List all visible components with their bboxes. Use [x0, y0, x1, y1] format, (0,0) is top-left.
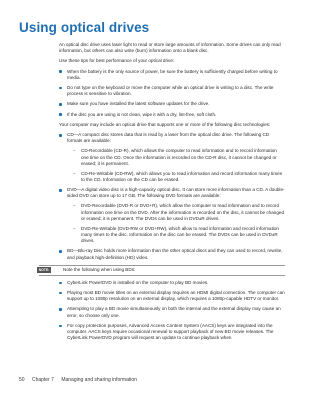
list-item-bd: BD—Blu-ray Disc holds more information than the other optical discs and they can used to record, rewrite, and playback high-definition (HD) video.	[59, 248, 285, 260]
list-item: Attempting to play a BD movie simultaneously on both the internal and the external display may cause an error, so choose only one.	[59, 306, 285, 318]
tips-intro: Use these tips for best performance of your optical drive:	[59, 58, 175, 64]
tips-list	[59, 69, 285, 118]
cd-formats-list	[67, 148, 285, 183]
list-item: When the battery is the only source of power, be sure the battery is sufficiently charged before writing to media.	[59, 69, 285, 81]
bullet-icon	[59, 282, 62, 285]
dvd-formats-list	[67, 203, 285, 244]
page-footer	[19, 377, 137, 383]
list-item: – CD-Re-Writable (CD-RW), which allows you to read information and record information many times to the CD. Information on the CD can be erased.	[73, 170, 283, 182]
page-number: 50	[19, 377, 25, 383]
dash-icon: –	[73, 170, 76, 176]
bd-notes-list	[59, 280, 285, 341]
bullet-icon	[59, 292, 62, 295]
section-title: Using optical drives	[19, 20, 150, 35]
note-text: Note the following when using BDs:	[63, 267, 136, 273]
list-item: For copy protection purposes, Advanced Access Content System (AACS) keys are integrated into the computer. AACS keys require occasional renewal to support playback of new BD movie releases. The CyberLink PowerDVD program will request an update to continue playback when	[59, 323, 285, 341]
bullet-icon	[59, 134, 62, 137]
disc-types-intro: Your computer may include an optical drive that supports one or more of the following disc technologies:	[59, 121, 271, 127]
disc-types-list	[59, 132, 285, 260]
bullet-icon	[59, 113, 62, 116]
intro-paragraph: An optical disc drive uses laser light to read or store large amounts of information. Some drives can only read information, but others can also write (burn) information onto a blank disc.	[59, 42, 281, 54]
list-item: – DVD-Re-Writable (DVD-RW or DVD+RW), which allow to read information and record information many times to the disc. Information on the disc can be erased. The DVDs can be used in DVD±R drives.	[73, 225, 279, 244]
dash-icon: –	[73, 203, 76, 209]
bullet-icon	[59, 189, 62, 192]
list-item: CyberLink PowerDVD is installed on the computer to play BD movies.	[59, 280, 285, 286]
note-badge: NOTE:	[38, 267, 50, 272]
dash-icon: –	[73, 148, 76, 154]
chapter-label: Chapter 7	[31, 377, 54, 383]
list-item: If the disc you are using is not clean, wipe it with a dry, lint-free, soft cloth.	[59, 112, 285, 118]
bullet-icon	[59, 308, 62, 311]
bullet-icon	[59, 250, 62, 253]
list-item-dvd: DVD—A digital video disc is a high-capacity optical disc. It can store more information than a CD. A double-sided DVD can store up to 17 GB. The following DVD formats are available: – DVD-Recordable (DVD-R or DVD+R), which allow the computer to read information and to record information one time on the DVD. After the information is recorded on the disc, it cannot be changed or erased; it is permanent. The DVDs can be used in DVD±R drives. – DVD-Re-Writable (DVD-RW or DVD+RW), which allow to read information and record information many times to the disc. Information on the disc can be erased. The DVDs can be used in DVD±R drives.	[59, 187, 285, 244]
bullet-icon	[59, 325, 62, 328]
list-item: Make sure you have installed the latest software updates for the drive.	[59, 101, 285, 107]
list-item-cd: CD—A compact disc stores data that is read by a laser from the optical disc drive. The following CD formats are available: – CD-Recordable (CD-R), which allows the computer to read information and to record information one time on the CD. Once the information is recorded on the CD-R disc, it cannot be changed or erased; it is permanent. – CD-Re-Writable (CD-RW), which allows you to read information and record information many times to the CD. Information on the CD can be erased.	[59, 132, 285, 183]
list-item: Do not type on the keyboard or move the computer while an optical drive is writing to a disc. The write process is sensitive to vibration.	[59, 85, 285, 97]
bullet-icon	[59, 70, 62, 73]
dash-icon: –	[73, 225, 76, 231]
bullet-icon	[59, 103, 62, 106]
list-item: Playing most BD movie titles on an external display requires an HDMI digital connection. The computer can support up to 1080p resolution on an external display, which requires a 1080p-capable HDTV or monitor.	[59, 290, 285, 302]
list-item: – DVD-Recordable (DVD-R or DVD+R), which allow the computer to read information and to record information one time on the DVD. After the information is recorded on the disc, it cannot be changed or erased; it is permanent. The DVDs can be used in DVD±R drives.	[73, 203, 285, 221]
bullet-icon	[59, 87, 62, 90]
list-item: – CD-Recordable (CD-R), which allows the computer to read information and to record information one time on the CD. Once the information is recorded on the CD-R disc, it cannot be changed or erased; it is permanent.	[73, 148, 277, 166]
note-box	[39, 265, 285, 276]
content-body	[38, 42, 285, 345]
chapter-title: Managing and sharing information	[61, 377, 137, 383]
